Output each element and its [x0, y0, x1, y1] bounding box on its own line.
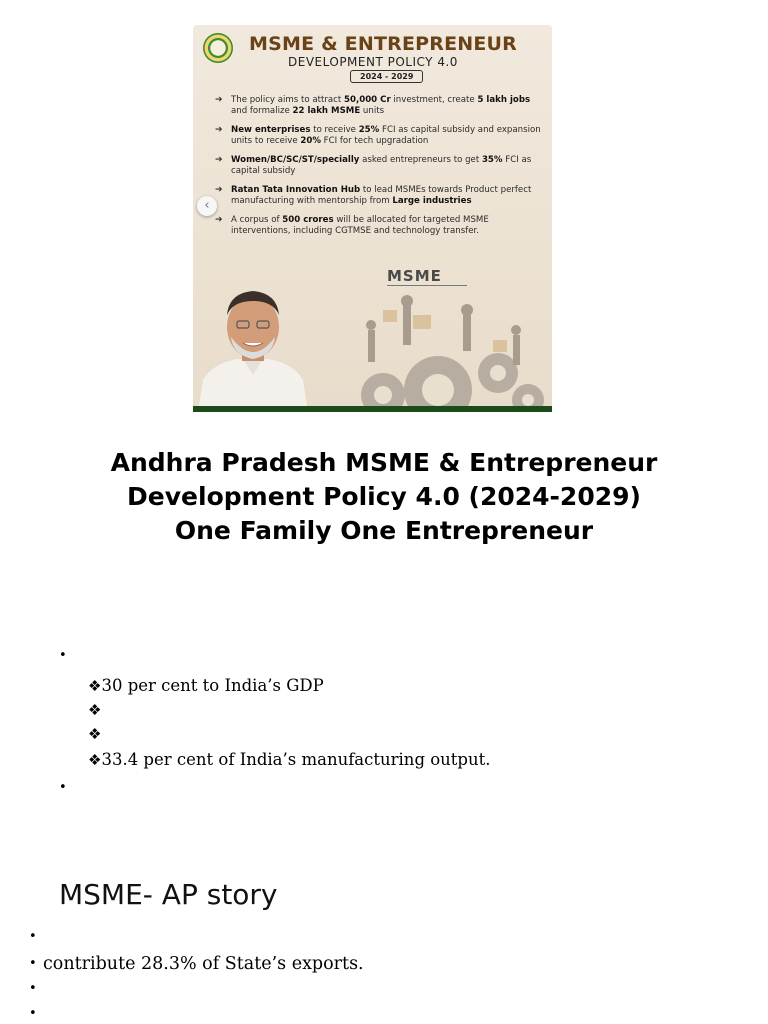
- sub-bullet-line: [88, 750, 491, 769]
- msme-logo-underline: [387, 285, 467, 294]
- poster-point: ➔ A corpus of 500 crores will be allocated for targeted MSME interventions, including CGTMSE and technology transfer.: [215, 215, 489, 236]
- arrow-icon: ➔: [215, 95, 223, 105]
- poster-point: ➔ New enterprises to receive 25% FCI as capital subsidy and expansion units to receive 20% FCI for tech upgradation: [215, 125, 541, 146]
- poster-point: ➔ The policy aims to attract 50,000 Cr investment, create 5 lakh jobs and formalize 22 lakh MSME units: [215, 95, 531, 116]
- arrow-icon: ➔: [215, 215, 223, 225]
- diamond-bullet-icon: ❖: [88, 677, 102, 695]
- section-title: MSME- AP story: [59, 878, 278, 911]
- chevron-left-icon: ‹: [204, 198, 210, 213]
- bullet-dot: •: [29, 981, 37, 996]
- msme-logo: MSME: [387, 267, 442, 285]
- diamond-bullet-icon: ❖: [88, 725, 102, 743]
- arrow-icon: ➔: [215, 155, 223, 165]
- arrow-icon: ➔: [215, 125, 223, 135]
- story-bullet-text: contribute 28.3% of State’s exports.: [43, 954, 364, 974]
- diamond-bullet-icon: ❖: [88, 701, 102, 719]
- bullet-dot: •: [29, 929, 37, 944]
- heading-line: Development Policy 4.0 (2024-2029): [127, 482, 641, 511]
- poster-point: ➔ Women/BC/SC/ST/specially asked entrepreneurs to get 35% FCI as capital subsidy: [215, 155, 532, 176]
- heading-line: Andhra Pradesh MSME & Entrepreneur: [110, 448, 658, 477]
- poster-subtitle: DEVELOPMENT POLICY 4.0: [288, 55, 458, 69]
- poster-title: MSME & ENTREPRENEUR: [249, 33, 518, 55]
- page-heading: [0, 446, 768, 548]
- sub-bullet-text: 33.4 per cent of India’s manufacturing output.: [101, 750, 491, 769]
- diamond-bullet-icon: ❖: [88, 751, 102, 769]
- policy-poster-image: [193, 25, 552, 412]
- sub-bullet-text: 30 per cent to India’s GDP: [101, 676, 324, 695]
- sub-bullet-line: [88, 700, 101, 719]
- ap-government-seal-icon: [203, 33, 233, 63]
- carousel-prev-button[interactable]: [197, 196, 217, 216]
- poster-points-list: [215, 95, 545, 245]
- poster-years-badge: 2024 - 2029: [350, 70, 423, 83]
- arrow-icon: ➔: [215, 185, 223, 195]
- poster-bottom-strip: [193, 406, 552, 412]
- bullet-dot: •: [59, 780, 67, 795]
- gears-illustration: [288, 295, 552, 412]
- sub-bullet-line: [88, 676, 324, 695]
- bullet-dot: •: [29, 1006, 37, 1021]
- sub-bullet-line: [88, 724, 101, 743]
- heading-line: One Family One Entrepreneur: [174, 516, 594, 545]
- bullet-dot: •: [59, 648, 67, 663]
- poster-point: ➔ Ratan Tata Innovation Hub to lead MSMEs towards Product perfect manufacturing with mentorship from Large industries: [215, 185, 532, 206]
- chief-minister-photo: [193, 275, 313, 412]
- bullet-dot: •: [29, 956, 37, 971]
